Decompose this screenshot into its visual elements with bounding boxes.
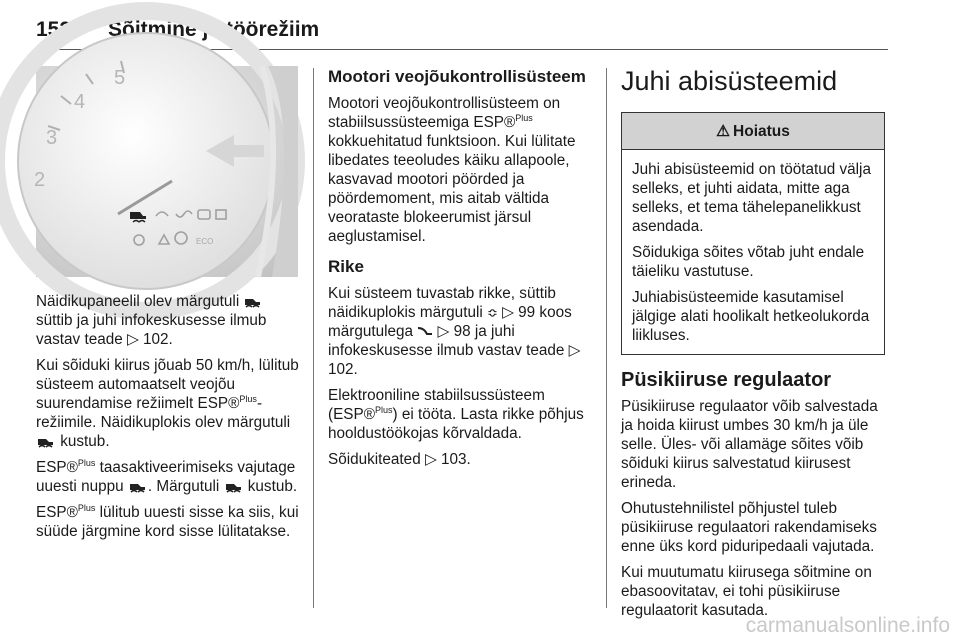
column-1 <box>36 292 304 548</box>
page-ref-icon: ▷ <box>424 451 437 468</box>
paragraph: ESP®$^{Plus}$ lülitub uuesti sisse ka siis, kui süüde järgmine kord sisse lülitatakse. <box>36 503 299 540</box>
dial-number: 4 <box>74 91 86 113</box>
esp-off-icon <box>128 479 148 493</box>
paragraph: Kui süsteem tuvastab rikke, süttib näidikuplokis märgutuli ≎ ▷ 99 koos märgutulega ▷ 98 ja juhi infokeskusesse ilmub vastav teade ▷ 102. <box>328 285 581 378</box>
page-ref-icon: ▷ <box>568 342 581 359</box>
esp-off-icon <box>36 434 56 448</box>
section-heading: Mootori veojõukontrollisüsteem <box>328 67 586 86</box>
warning-header: ⚠ Hoiatus <box>622 113 884 150</box>
column-divider <box>313 68 314 608</box>
paragraph: Kui sõiduki kiirus jõuab 50 km/h, lülitub süsteem automaatselt veojõu suurendamise režiimelt ESP®$^{Plus}$-režiimile. Näidikuplokis olev märgutuli kustub. <box>36 357 299 450</box>
esp-off-icon <box>224 479 244 493</box>
dial-number: 5 <box>114 67 126 89</box>
paragraph: Mootori veojõukontrollisüsteem on stabiilsussüsteemiga ESP®$^{Plus}$ kokkuehitatud funktsioon. Kui lülitate libedates teeoludes käiku allapoole, kasvavad mootori pöörded ja pöördemoment, mis aitab vältida veorataste blokeerumist järsul aeglustamisel. <box>328 95 576 245</box>
page-ref-icon: ▷ <box>502 304 514 321</box>
paragraph: Püsikiiruse regulaator võib salvestada ja hoida kiirust umbes 30 km/h ja üle selle. Üles- või allamäge sõites võib sõiduki kiirus salvestatud kiirusest erineda. <box>621 398 878 491</box>
page-reference[interactable]: 98 ja juhi infokeskusesse ilmub vastav teade <box>328 323 565 359</box>
instrument-cluster-photo <box>36 66 298 277</box>
section-title: Juhi abisüsteemid <box>621 66 838 96</box>
page-ref-icon: ▷ <box>437 323 450 340</box>
traction-icon <box>417 325 433 337</box>
paragraph: Kui muutumatu kiirusega sõitmine on ebasoovitatav, ei tohi püsikiiruse regulaatorit kasutada. <box>621 564 872 619</box>
paragraph: ESP®$^{Plus}$ taasaktiveerimiseks vajutage uuesti nuppu . Märgutuli kustub. <box>36 458 298 495</box>
column-divider <box>606 68 607 608</box>
page-number: 152 <box>36 18 72 41</box>
page-reference[interactable]: 99 koos märgutulega <box>328 304 572 340</box>
page-reference[interactable]: 102. <box>143 331 173 348</box>
esp-off-icon <box>243 294 263 308</box>
warning-box <box>621 112 885 355</box>
watermark: carmanualsonline.info <box>745 614 950 637</box>
esp-warning-icon: ≎ <box>487 305 498 320</box>
paragraph: Sõidukiteated ▷ 103. <box>328 451 471 468</box>
paragraph: Elektrooniline stabiilsussüsteem (ESP®$^{Plus}$) ei tööta. Lasta rikke põhjus hooldustöökojas kõrvaldada. <box>328 387 584 442</box>
paragraph: Juhi abisüsteemid on töötatud välja selleks, et juhti aidata, mitte aga selleks, et tema tähelepanelikkust asendada. <box>632 161 871 235</box>
warning-triangle-icon: ⚠ <box>716 122 731 140</box>
column-2 <box>328 66 593 476</box>
section-heading: Püsikiiruse regulaator <box>621 369 832 391</box>
svg-text:ECO: ECO <box>196 237 214 246</box>
page-ref-icon: ▷ <box>127 331 139 348</box>
dial-number: 2 <box>34 169 46 191</box>
paragraph: Ohutustehnilistel põhjustel tuleb püsikiiruse regulaatori rakendamiseks enne üks kord piduripedaali vajutada. <box>621 500 877 555</box>
page-reference[interactable]: 103. <box>440 451 471 468</box>
column-3 <box>621 64 885 627</box>
dial-number: 3 <box>46 127 58 149</box>
paragraph: Juhiabisüsteemide kasutamisel jälgige alati hoolikalt hetkeolukorda liikluses. <box>632 289 870 344</box>
chapter-title: Sõitmine ja töörežiim <box>108 18 320 41</box>
paragraph: Sõidukiga sõites võtab juht endale täieliku vastutuse. <box>632 244 865 280</box>
paragraph: Näidikupaneelil olev märgutuli süttib ja juhi infokeskusesse ilmub vastav teade ▷ 102. <box>36 293 267 348</box>
section-heading: Rike <box>328 257 364 276</box>
page-reference[interactable]: 102. <box>328 361 358 378</box>
warning-body <box>622 150 884 354</box>
